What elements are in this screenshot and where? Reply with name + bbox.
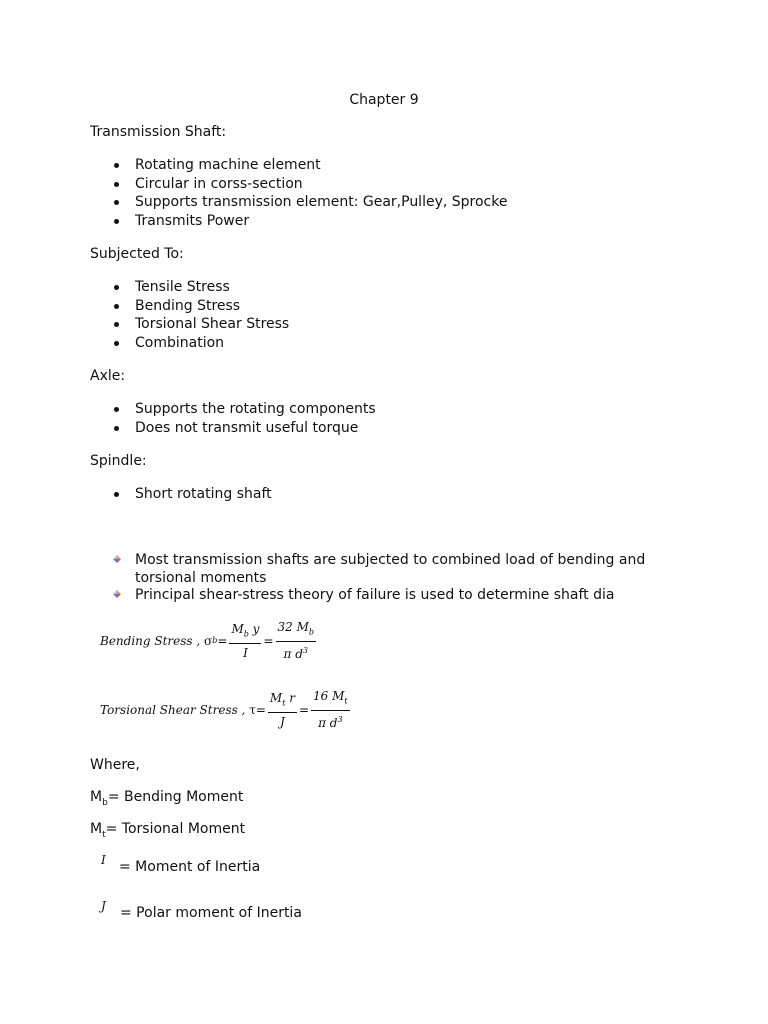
colored-bullet-icon — [112, 589, 122, 599]
definition-i: = Moment of Inertia — [119, 859, 261, 875]
fraction: $\frac{M_t r}{J}$ — [269, 690, 295, 729]
definition-j: = Polar moment of Inertia — [120, 905, 302, 921]
heading-axle: Axle: — [90, 368, 126, 384]
equation-label: Torsional Shear Stress , — [100, 702, 246, 717]
bullet-dot-icon — [114, 200, 119, 205]
definition-mt: $M_t=$ Torsional Moment — [90, 821, 246, 840]
list-item: Rotating machine element — [90, 156, 507, 175]
bullet-dot-icon — [114, 285, 119, 290]
list-item: Bending Stress — [90, 297, 289, 316]
list-item: Supports transmission element: Gear,Pulley, Sprocke — [90, 193, 507, 212]
bullet-dot-icon — [114, 304, 119, 309]
list-item: Transmits Power — [90, 212, 507, 231]
list-spindle — [90, 485, 272, 504]
equation-torsional-shear-stress: Torsional Shear Stress , τ = $\frac{M_t r}{J}$ = $\frac{16 M_t}{\pi d^3}$ — [100, 689, 348, 731]
note-item: Most transmission shafts are subjected to combined load of bending and torsional moments — [90, 551, 690, 587]
list-item: Does not transmit useful torque — [90, 419, 376, 438]
fraction: $\frac{M_b y}{I}$ — [231, 621, 260, 660]
list-item: Torsional Shear Stress — [90, 315, 289, 334]
bullet-dot-icon — [114, 407, 119, 412]
symbol-i: I — [101, 853, 106, 867]
list-item: Short rotating shaft — [90, 485, 272, 504]
bullet-dot-icon — [114, 322, 119, 327]
fraction: $\frac{16 M_t}{\pi d^3}$ — [313, 689, 348, 731]
list-transmission-shaft — [90, 156, 507, 230]
heading-transmission-shaft: Transmission Shaft: — [90, 124, 227, 140]
list-item: Tensile Stress — [90, 278, 289, 297]
note-item: Principal shear-stress theory of failure is used to determine shaft dia — [90, 586, 690, 604]
definition-mb: $M_b=$ Bending Moment — [90, 789, 244, 808]
heading-spindle: Spindle: — [90, 453, 147, 469]
list-item: Supports the rotating components — [90, 400, 376, 419]
fraction: $\frac{32 M_b}{\pi d^3}$ — [277, 620, 315, 662]
bullet-dot-icon — [114, 341, 119, 346]
list-axle — [90, 400, 376, 437]
heading-subjected-to: Subjected To: — [90, 246, 184, 262]
bullet-dot-icon — [114, 492, 119, 497]
bullet-dot-icon — [114, 163, 119, 168]
colored-bullet-icon — [112, 554, 122, 564]
where-label: Where, — [90, 757, 140, 773]
bullet-dot-icon — [114, 182, 119, 187]
symbol-j: J — [101, 899, 106, 913]
bullet-dot-icon — [114, 426, 119, 431]
equation-label: Bending Stress , — [100, 633, 201, 648]
list-item: Circular in corss-section — [90, 175, 507, 194]
list-item: Combination — [90, 334, 289, 353]
bullet-dot-icon — [114, 219, 119, 224]
page-title: Chapter 9 — [349, 92, 419, 108]
list-subjected-to — [90, 278, 289, 352]
equation-bending-stress: Bending Stress , σ b = $\frac{M_b y}{I}$ = $\frac{32 M_b}{\pi d^3}$ — [100, 620, 315, 662]
